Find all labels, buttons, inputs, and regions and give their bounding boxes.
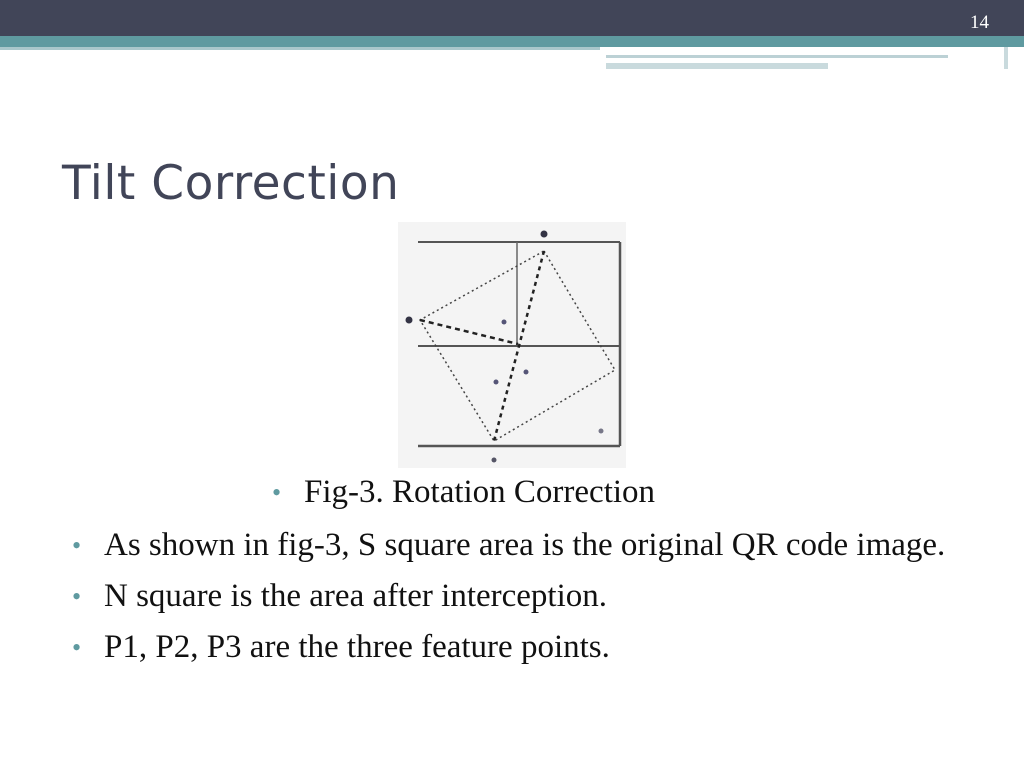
header-bar: [0, 0, 1024, 36]
center-marker: [524, 370, 529, 375]
decorative-line: [606, 63, 828, 69]
accent-band: [0, 36, 1024, 47]
bullet-item: • As shown in fig-3, S square area is the original QR code image.: [72, 523, 952, 568]
point-marker: [541, 231, 548, 238]
slide-title: Tilt Correction: [62, 156, 400, 211]
rotation-correction-figure: [398, 222, 626, 468]
bullet-item: • N square is the area after interception.: [72, 574, 952, 619]
figure-caption: • Fig-3. Rotation Correction: [272, 470, 952, 515]
accent-line: [0, 47, 600, 50]
slide-number: 14: [970, 12, 989, 33]
bullet-item: • P1, P2, P3 are the three feature points.: [72, 625, 952, 670]
decorative-line: [606, 55, 948, 58]
bullet-list: [72, 470, 952, 676]
point-marker: [599, 429, 604, 434]
center-marker: [502, 320, 507, 325]
point-marker: [406, 317, 413, 324]
decorative-line: [1004, 47, 1008, 69]
point-marker: [492, 458, 497, 463]
center-marker: [494, 380, 499, 385]
